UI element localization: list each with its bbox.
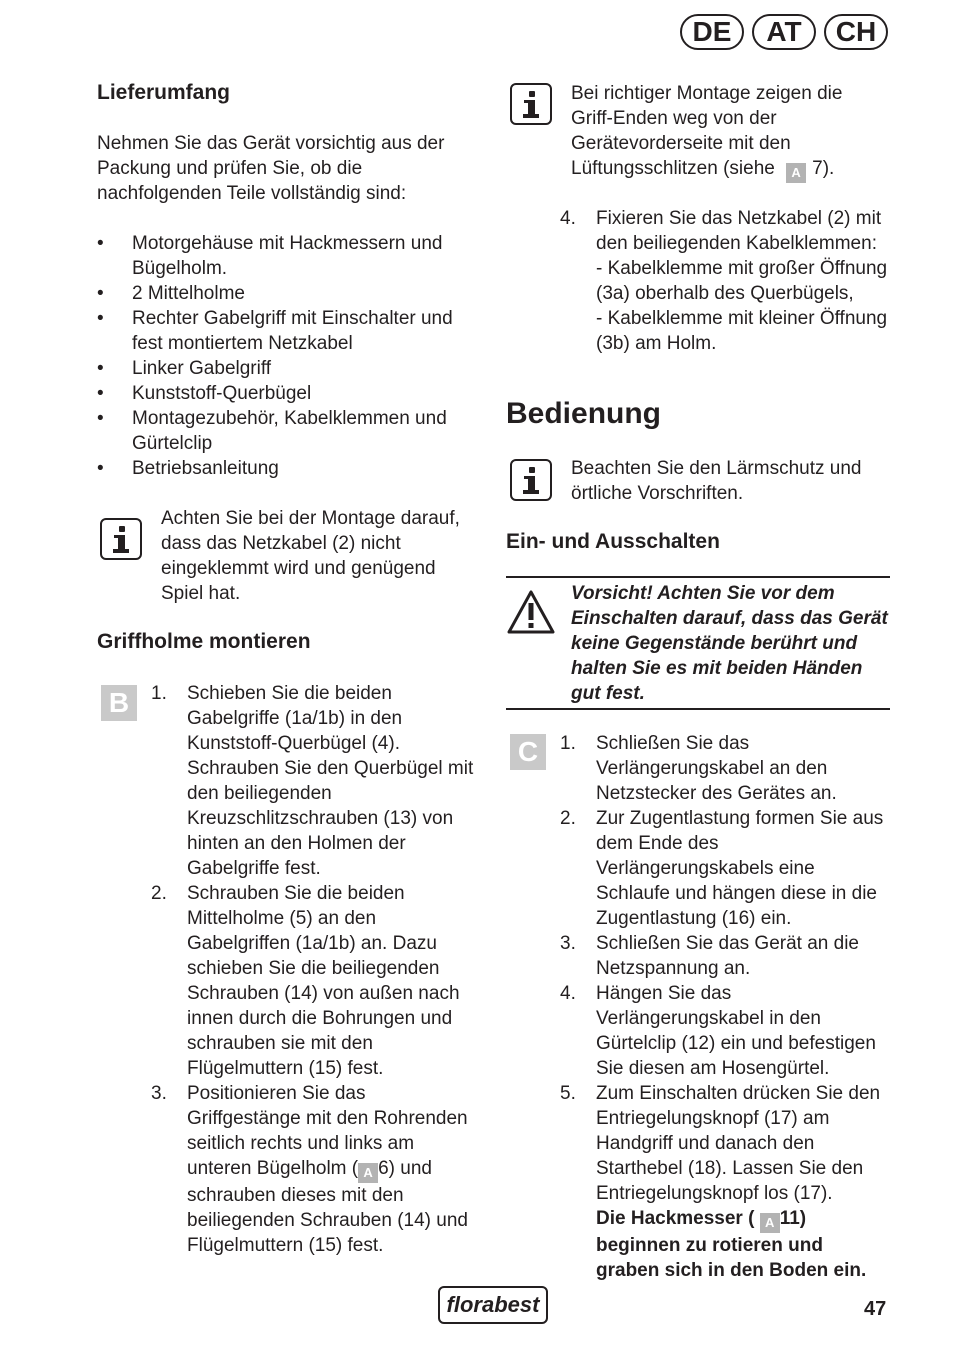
contents-list bbox=[97, 231, 477, 481]
heading-griffholme: Griffholme montieren bbox=[97, 630, 311, 653]
info-note-laermschutz: Beachten Sie den Lärmschutz und örtliche Vorschriften. bbox=[571, 458, 862, 504]
heading-lieferumfang: Lieferumfang bbox=[97, 81, 231, 104]
list-item: 1. Schließen Sie das Verlängerungskabel an den Netzstecker des Gerätes an. bbox=[560, 733, 837, 804]
steps-ein-ausschalten bbox=[560, 731, 890, 1283]
list-item: • Betriebsanleitung bbox=[97, 458, 279, 479]
info-icon bbox=[100, 518, 142, 560]
list-item: 4. Hängen Sie das Verlängerungskabel in den Gürtelclip (12) ein und befestigen Sie diesen am Hosengürtel. bbox=[560, 983, 876, 1079]
warning-text: Vorsicht! Achten Sie vor dem Einschalten darauf, dass das Gerät keine Gegenstände berührt und halten Sie es mit beiden Händen gut fest. bbox=[571, 583, 888, 704]
figure-ref-a: A bbox=[786, 163, 806, 183]
warning-icon bbox=[506, 589, 556, 635]
info-icon bbox=[510, 459, 552, 501]
list-item: 3. Schließen Sie das Gerät an die Netzspannung an. bbox=[560, 933, 859, 979]
list-item: 1. Schieben Sie die beiden Gabelgriffe (1a/1b) in den Kunststoff-Querbügel (4). Schrauben Sie den Querbügel mit den beiliegenden Kreuzschlitzschrauben (13) von hinten an den Holmen der Gabelgriffe fest. bbox=[151, 683, 474, 879]
lang-badge-ch: CH bbox=[824, 14, 888, 50]
warning-bottom-rule bbox=[506, 708, 890, 710]
figure-ref-b: B bbox=[101, 685, 137, 721]
heading-ein-ausschalten: Ein- und Ausschalten bbox=[506, 530, 720, 553]
lang-badge-at: AT bbox=[752, 14, 816, 50]
step-4 bbox=[560, 206, 890, 356]
list-item: 2. Zur Zugentlastung formen Sie aus dem Ende des Verlängerungskabels eine Schlaufe und hängen diese in die Zugentlastung (16) ein. bbox=[560, 808, 884, 929]
figure-ref-c: C bbox=[510, 734, 546, 770]
lang-badge-de: DE bbox=[680, 14, 744, 50]
list-item: 5. Zum Einschalten drücken Sie den Entriegelungsknopf (17) am Handgriff und danach den Starthebel (18). Lassen Sie den Entriegelungsknopf los (17). Die Hackmesser ( A 11) beginnen zu rotieren und graben sich in den Boden ein. bbox=[560, 1083, 881, 1281]
list-item: • Montagezubehör, Kabelklemmen und Gürtelclip bbox=[97, 408, 447, 454]
info-note-griffenden: Bei richtiger Montage zeigen die Griff-Enden weg von der Gerätevorderseite mit den Lüftungsschlitzen (siehe A 7). bbox=[571, 81, 886, 183]
info-note-montage: Achten Sie bei der Montage darauf, dass das Netzkabel (2) nicht eingeklemmt wird und genügend Spiel hat. bbox=[161, 508, 460, 604]
list-item: 2. Schrauben Sie die beiden Mittelholme (5) an den Gabelgriffen (1a/1b) an. Dazu schieben Sie die beiliegenden Schrauben (14) von außen nach innen durch die Bohrungen und schrauben sie mit den Flügelmuttern (15) fest. bbox=[151, 883, 460, 1079]
steps-griffholme bbox=[151, 681, 481, 1258]
heading-bedienung: Bedienung bbox=[506, 397, 661, 430]
list-item: • 2 Mittelholme bbox=[97, 283, 245, 304]
florabest-logo: florabest bbox=[438, 1286, 548, 1324]
list-item: 3. Positionieren Sie das Griffgestänge mit den Rohrenden seitlich rechts und links am unteren Bügelholm ( A 6) und schrauben dieses mit den beiliegenden Schrauben (14) und Flügelmuttern (15) fest. bbox=[151, 1083, 468, 1256]
info-icon bbox=[510, 83, 552, 125]
intro-text: Nehmen Sie das Gerät vorsichtig aus der Packung und prüfen Sie, ob die nachfolgenden Teile vollständig sind: bbox=[97, 133, 445, 204]
figure-ref-a: A bbox=[358, 1163, 378, 1183]
warning-top-rule bbox=[506, 576, 890, 578]
page-number: 47 bbox=[864, 1298, 887, 1320]
list-item: • Rechter Gabelgriff mit Einschalter und fest montiertem Netzkabel bbox=[97, 308, 453, 354]
list-item: • Kunststoff-Querbügel bbox=[97, 383, 312, 404]
figure-ref-a: A bbox=[760, 1213, 780, 1233]
list-item: 4. Fixieren Sie das Netzkabel (2) mit den beiliegenden Kabelklemmen: - Kabelklemme mit großer Öffnung (3a) oberhalb des Querbügels, - Kabelklemme mit kleiner Öffnung (3b) am Holm. bbox=[560, 208, 888, 354]
list-item: • Motorgehäuse mit Hackmessern und Bügelholm. bbox=[97, 233, 443, 279]
list-item: • Linker Gabelgriff bbox=[97, 358, 272, 379]
